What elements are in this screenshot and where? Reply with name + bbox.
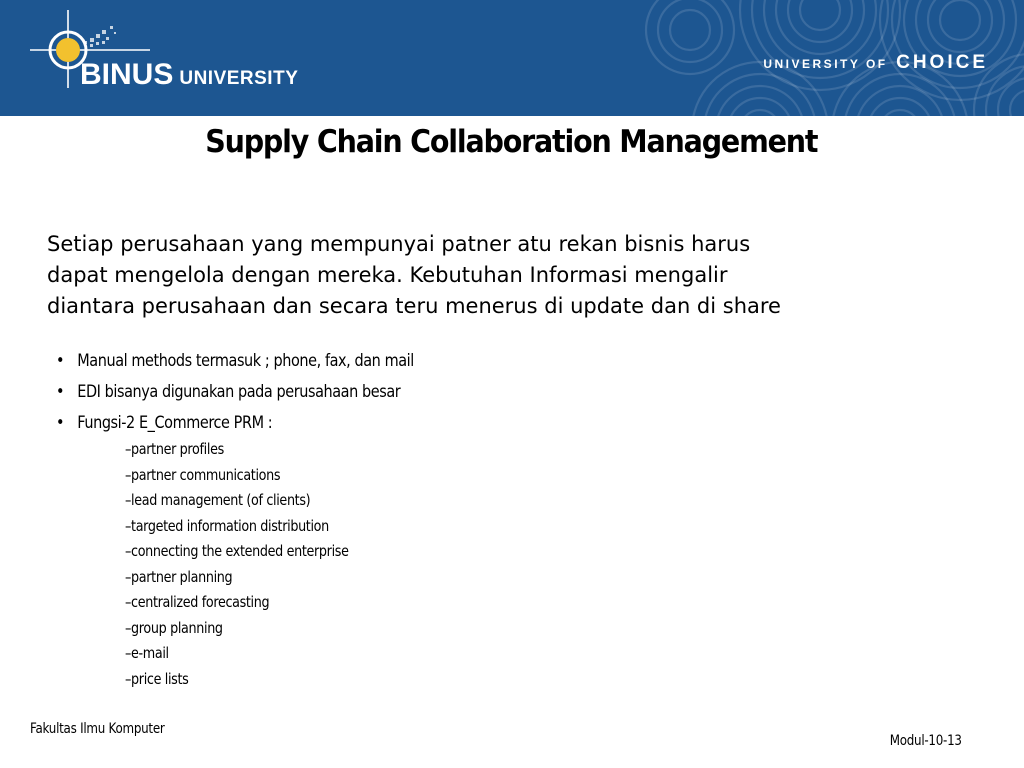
logo-name: BINUS [80, 58, 174, 91]
bullet-text: Manual methods termasuk ; phone, fax, dan mail [77, 351, 414, 371]
sub-item: –partner profiles [125, 440, 224, 458]
sub-item: –price lists [125, 669, 189, 688]
bullet-text: Fungsi-2 E_Commerce PRM : [77, 413, 273, 433]
bullet-list [56, 348, 477, 441]
sub-item: –connecting the extended enterprise [125, 542, 349, 560]
sub-item: –group planning [125, 618, 223, 637]
sub-item: –centralized forecasting [125, 593, 270, 611]
tagline-choice: CHOICE [896, 52, 988, 73]
logo-subtext: UNIVERSITY [179, 68, 299, 89]
tagline [763, 52, 988, 74]
bullet-item [56, 379, 414, 410]
sub-item: –partner planning [125, 567, 233, 586]
sub-item: –e-mail [125, 644, 169, 662]
bullet-dot: • [56, 382, 65, 402]
intro-paragraph [47, 229, 1007, 322]
bullet-dot: • [56, 351, 65, 371]
header-banner [0, 0, 1024, 116]
intro-line: dapat mengelola dengan mereka. Kebutuhan Informasi mengalir [47, 263, 728, 287]
sub-item: –partner communications [125, 465, 281, 484]
intro-line: diantara perusahaan dan secara teru menerus di update dan di share [47, 294, 781, 318]
bullet-text: EDI bisanya digunakan pada perusahaan besar [77, 382, 401, 402]
tagline-prefix: UNIVERSITY OF [763, 57, 888, 71]
intro-line: Setiap perusahaan yang mempunyai patner atu rekan bisnis harus [47, 232, 751, 256]
logo-wordmark [80, 58, 298, 92]
bullet-item [56, 348, 414, 379]
binus-logo[interactable] [30, 10, 330, 106]
sub-item: –targeted information distribution [125, 516, 329, 535]
bullet-item [56, 410, 414, 441]
sub-item: –lead management (of clients) [125, 491, 311, 509]
slide-title: Supply Chain Collaboration Management [205, 124, 818, 160]
bullet-dot: • [56, 413, 65, 433]
prm-function-list [125, 438, 388, 693]
footer-faculty: Fakultas Ilmu Komputer [30, 721, 165, 737]
footer-module-number: Modul-10-13 [889, 733, 962, 749]
